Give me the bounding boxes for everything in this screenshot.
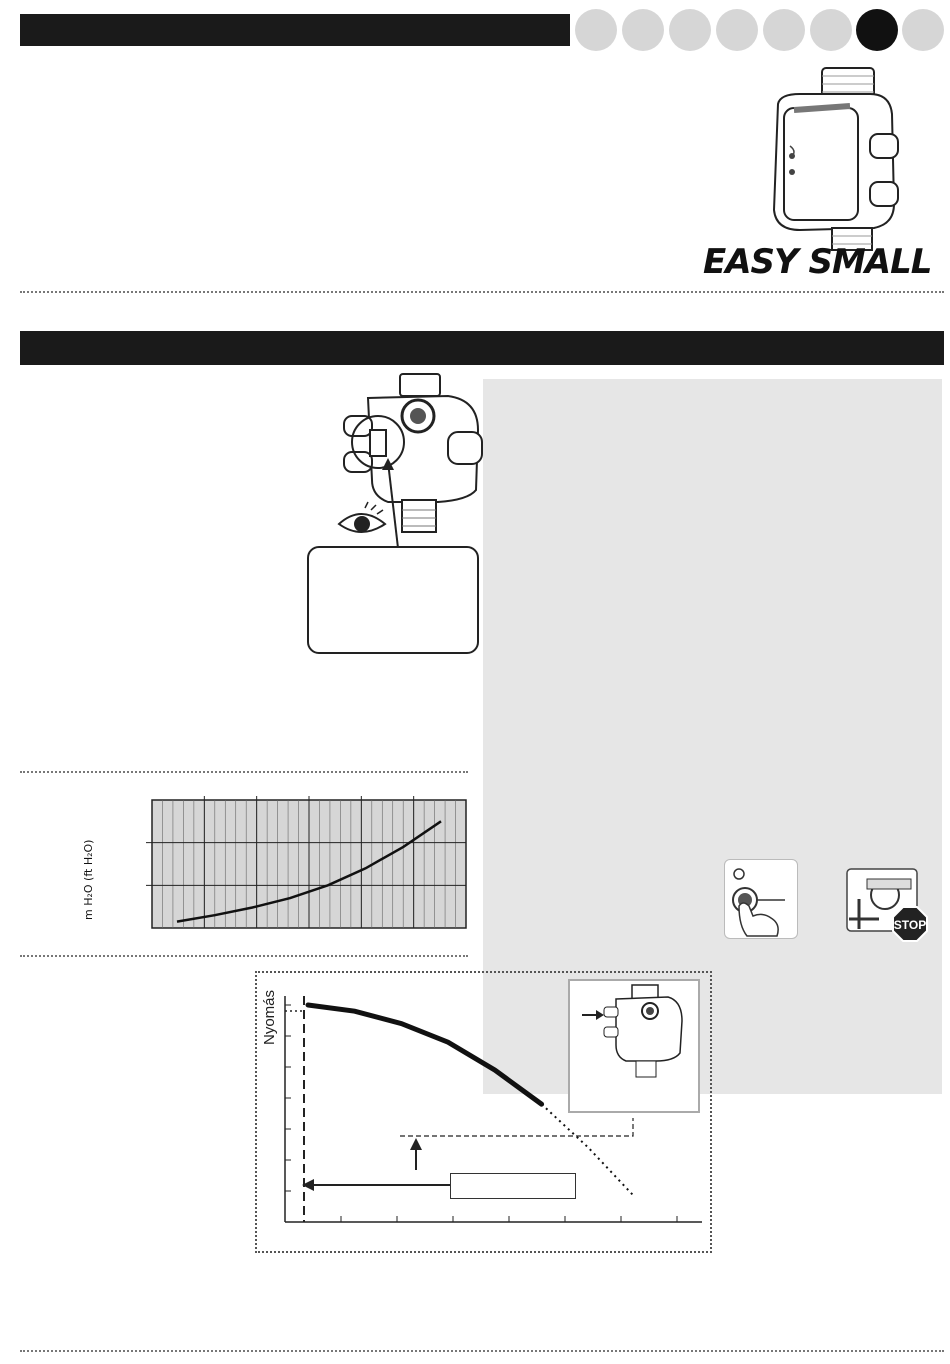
stop-sign-icon — [845, 859, 937, 951]
flow-chart — [130, 796, 470, 932]
page-tab-5[interactable] — [763, 9, 805, 51]
divider — [20, 771, 468, 773]
divider — [20, 1350, 944, 1352]
callout-box — [307, 546, 479, 654]
svg-text:STOP: STOP — [893, 918, 927, 932]
reset-button-card — [724, 859, 798, 939]
flow-chart-ylabel: m H₂O (ft H₂O) — [82, 839, 95, 920]
inset-device-illustration — [570, 981, 698, 1111]
page-tab-2[interactable] — [622, 9, 664, 51]
page-tabs — [575, 9, 950, 51]
divider — [20, 291, 944, 293]
page-tab-7-active[interactable] — [856, 9, 898, 51]
page-tab-8[interactable] — [902, 9, 944, 51]
inset-device-box — [568, 979, 700, 1113]
eye-icon — [337, 500, 387, 540]
brand-logo — [703, 240, 948, 284]
device-illustration — [760, 64, 910, 254]
chart-series-line-solid — [308, 1005, 542, 1104]
header-bar — [20, 14, 570, 46]
page-tab-6[interactable] — [810, 9, 852, 51]
page-tab-4[interactable] — [716, 9, 758, 51]
section-header-bar — [20, 331, 944, 365]
page-tab-1[interactable] — [575, 9, 617, 51]
pressure-chart-ylabel: Nyomás — [261, 989, 278, 1045]
pressure-label-box — [450, 1173, 576, 1199]
chart-dashed-leader — [400, 1118, 633, 1136]
divider — [20, 955, 468, 957]
page-tab-3[interactable] — [669, 9, 711, 51]
hand-press-button-icon[interactable] — [725, 860, 797, 938]
chart-up-arrow-head — [410, 1138, 422, 1150]
brand-logo-text: EASY SMALL — [703, 242, 932, 282]
stop-card — [845, 859, 937, 951]
